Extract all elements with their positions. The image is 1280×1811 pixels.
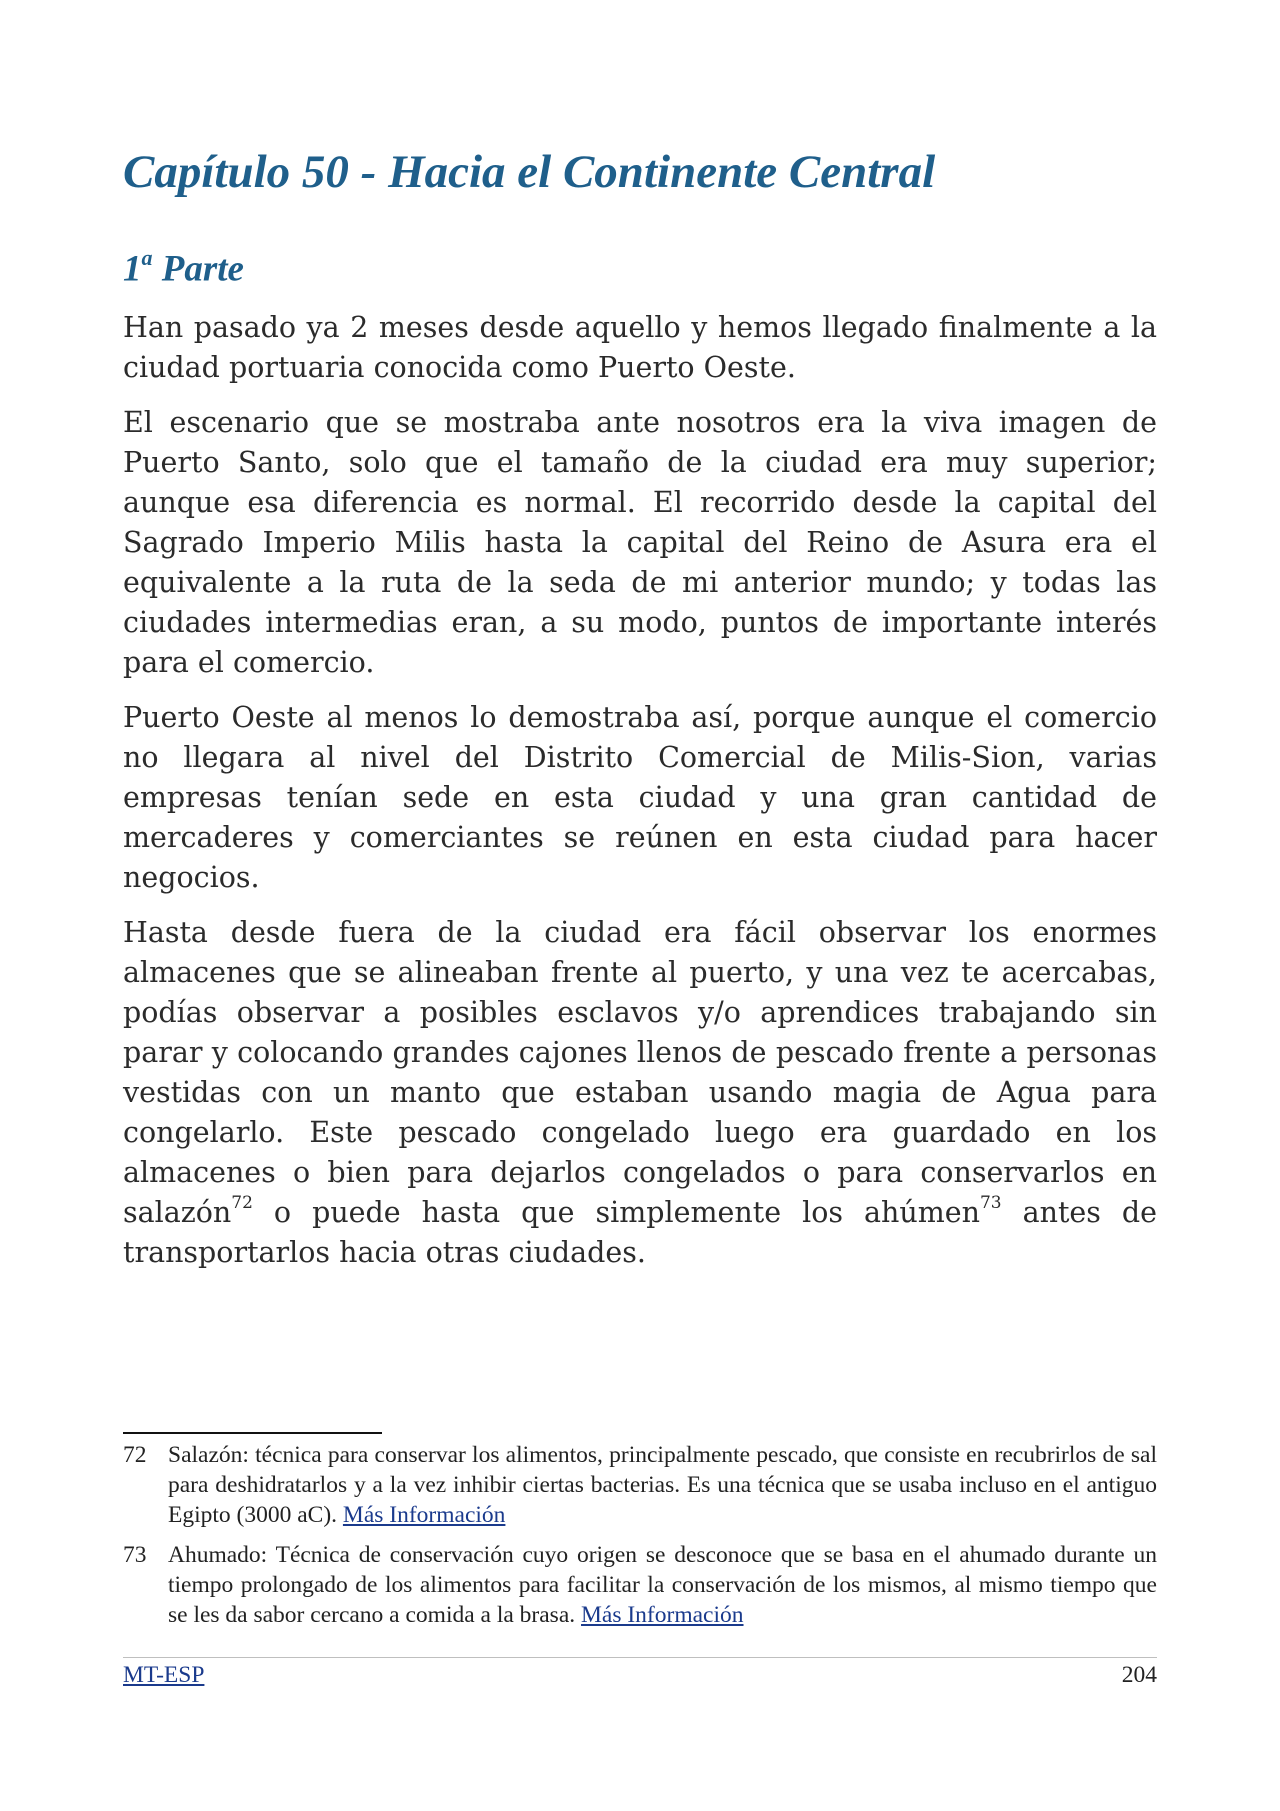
footnote-body: Salazón: técnica para conservar los alimentos, principalmente pescado, que consiste en recubrirlos de sal para deshidratarlos y a la vez inhibir ciertas bacterias. Es una técnica que se usaba incluso en el antiguo Egipto (3000 aC). <box>168 1442 1157 1528</box>
part-heading <box>123 236 244 293</box>
part-number: 1 <box>123 248 142 290</box>
footer-divider <box>123 1657 1157 1658</box>
footnote-ref-73[interactable]: 73 <box>979 1193 1002 1213</box>
paragraph-3: Puerto Oeste al menos lo demostraba así, porque aunque el comercio no llegara al nivel del Distrito Comercial de Milis-Sion, varias empresas tenían sede en esta ciudad y una gran cantidad de mercaderes y comerciantes se reúnen en esta ciudad para hacer negocios. <box>123 701 1157 894</box>
footnote-number: 73 <box>123 1542 147 1568</box>
footnote-body: Ahumado: Técnica de conservación cuyo origen se desconoce que se basa en el ahumado durante un tiempo prolongado de los alimentos para facilitar la conservación de los mismos, al mismo tiempo que se les da sabor cercano a comida a la brasa. <box>168 1542 1157 1628</box>
footnote-73 <box>123 1540 1157 1630</box>
footnote-text <box>168 1440 1157 1530</box>
footnote-separator <box>123 1432 382 1434</box>
footnote-ref-72[interactable]: 72 <box>231 1193 253 1213</box>
chapter-title: Capítulo 50 - Hacia el Continente Central <box>123 146 936 198</box>
page-number: 204 <box>1121 1662 1157 1688</box>
part-ordinal: a <box>141 245 153 270</box>
part-label: Parte <box>161 248 244 290</box>
footnote-72 <box>123 1440 1157 1530</box>
paragraph-4 <box>123 913 1157 1273</box>
paragraph-4-text-3: antes de transportarlos hacia otras ciudades. <box>123 1196 1157 1269</box>
paragraph-1: Han pasado ya 2 meses desde aquello y hemos llegado finalmente a la ciudad portuaria conocida como Puerto Oeste. <box>123 311 1157 384</box>
chapter-body <box>123 308 1157 1288</box>
paragraph-2: El escenario que se mostraba ante nosotros era la viva imagen de Puerto Santo, solo que el tamaño de la ciudad era muy superior; aunque esa diferencia es normal. El recorrido desde la capital del Sagrado Imperio Milis hasta la capital del Reino de Asura era el equivalente a la ruta de la seda de mi anterior mundo; y todas las ciudades intermedias eran, a su modo, puntos de importante interés para el comercio. <box>123 406 1157 679</box>
footnotes <box>123 1440 1157 1640</box>
paragraph-4-text-1: Hasta desde fuera de la ciudad era fácil observar los enormes almacenes que se alineaban frente al puerto, y una vez te acercabas, podías observar a posibles esclavos y/o aprendices trabajando sin parar y colocando grandes cajones llenos de pescado frente a personas vestidas con un manto que estaban usando magia de Agua para congelarlo. Este pescado congelado luego era guardado en los almacenes o bien para dejarlos congelados o para conservarlos en salazón <box>123 916 1157 1229</box>
footer-source-link[interactable]: MT-ESP <box>123 1662 205 1688</box>
footnote-number: 72 <box>123 1442 147 1468</box>
footnote-text <box>168 1540 1157 1630</box>
more-info-link[interactable]: Más Información <box>581 1602 744 1628</box>
paragraph-4-text-2: o puede hasta que simplemente los ahúmen <box>252 1196 980 1229</box>
more-info-link[interactable]: Más Información <box>342 1502 506 1528</box>
